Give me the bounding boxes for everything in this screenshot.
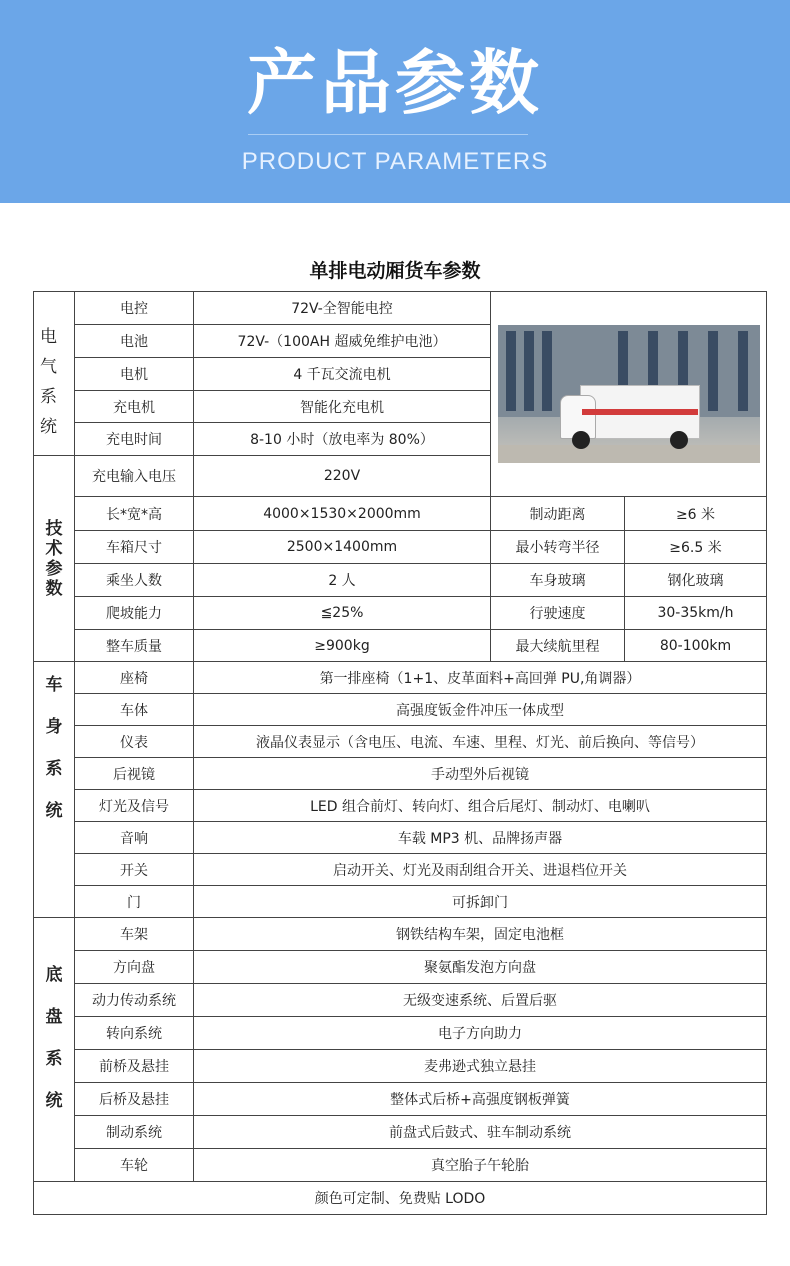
spec-label: 后视镜 [75, 758, 194, 790]
table-row [34, 1182, 767, 1215]
table-row [34, 694, 767, 726]
spec-value: ≥6 米 [625, 497, 767, 531]
spec-label: 车架 [75, 918, 194, 951]
spec-label: 车箱尺寸 [75, 531, 194, 564]
table-row [34, 662, 767, 694]
table-row [34, 951, 767, 984]
spec-label: 车轮 [75, 1149, 194, 1182]
spec-value: 4000×1530×2000mm [194, 497, 491, 531]
spec-value: 真空胎子午轮胎 [194, 1149, 767, 1182]
spec-value: 麦弗逊式独立悬挂 [194, 1050, 767, 1083]
table-row [34, 1083, 767, 1116]
spec-label: 车体 [75, 694, 194, 726]
spec-value: 启动开关、灯光及雨刮组合开关、进退档位开关 [194, 854, 767, 886]
spec-label: 充电输入电压 [75, 456, 194, 497]
table-row [34, 726, 767, 758]
spec-label: 充电时间 [75, 423, 194, 456]
banner-divider [248, 134, 528, 135]
table-row [34, 292, 767, 325]
table-row [34, 597, 767, 630]
spec-value: 30-35km/h [625, 597, 767, 630]
spec-label: 动力传动系统 [75, 984, 194, 1017]
spec-label: 最小转弯半径 [491, 531, 625, 564]
spec-value: 80-100km [625, 630, 767, 662]
spec-label: 方向盘 [75, 951, 194, 984]
spec-label: 行驶速度 [491, 597, 625, 630]
spec-value: 72V-（100AH 超威免维护电池） [194, 325, 491, 358]
spec-value: 电子方向助力 [194, 1017, 767, 1050]
spec-label: 整车质量 [75, 630, 194, 662]
spec-label: 长*宽*高 [75, 497, 194, 531]
spec-value: 手动型外后视镜 [194, 758, 767, 790]
spec-value: ≦25% [194, 597, 491, 630]
table-row [34, 630, 767, 662]
spec-value: 72V-全智能电控 [194, 292, 491, 325]
table-row [34, 886, 767, 918]
category-technical: 技 术 参 数 [34, 456, 75, 662]
header-banner [0, 0, 790, 203]
spec-value: 整体式后桥+高强度钢板弹簧 [194, 1083, 767, 1116]
spec-label: 仪表 [75, 726, 194, 758]
spec-value: 2500×1400mm [194, 531, 491, 564]
spec-value: 前盘式后鼓式、驻车制动系统 [194, 1116, 767, 1149]
spec-value: 钢化玻璃 [625, 564, 767, 597]
spec-label: 灯光及信号 [75, 790, 194, 822]
category-body: 车 身 系 统 [34, 662, 75, 918]
table-title: 单排电动厢货车参数 [309, 260, 481, 282]
spec-table [33, 291, 767, 1215]
spec-label: 乘坐人数 [75, 564, 194, 597]
table-row [34, 1149, 767, 1182]
spec-value: 高强度钣金件冲压一体成型 [194, 694, 767, 726]
spec-label: 电控 [75, 292, 194, 325]
spec-label: 最大续航里程 [491, 630, 625, 662]
spec-value: 液晶仪表显示（含电压、电流、车速、里程、灯光、前后换向、等信号） [194, 726, 767, 758]
table-row [34, 822, 767, 854]
spec-label: 开关 [75, 854, 194, 886]
spec-value: 钢铁结构车架，固定电池框 [194, 918, 767, 951]
spec-label: 电机 [75, 358, 194, 391]
spec-value: 220V [194, 456, 491, 497]
table-row [34, 854, 767, 886]
spec-label: 爬坡能力 [75, 597, 194, 630]
spec-label: 电池 [75, 325, 194, 358]
spec-value: ≥900kg [194, 630, 491, 662]
spec-value: 8-10 小时（放电率为 80%） [194, 423, 491, 456]
spec-label: 转向系统 [75, 1017, 194, 1050]
spec-value: 4 千瓦交流电机 [194, 358, 491, 391]
spec-label: 充电机 [75, 391, 194, 423]
spec-label: 门 [75, 886, 194, 918]
spec-value: 第一排座椅（1+1、皮革面料+高回弹 PU,角调器） [194, 662, 767, 694]
table-row [34, 758, 767, 790]
spec-value: LED 组合前灯、转向灯、组合后尾灯、制动灯、电喇叭 [194, 790, 767, 822]
table-row [34, 497, 767, 531]
spec-label: 后桥及悬挂 [75, 1083, 194, 1116]
spec-value: 车载 MP3 机、品牌扬声器 [194, 822, 767, 854]
product-photo-cell [491, 292, 767, 497]
spec-label: 制动系统 [75, 1116, 194, 1149]
spec-label: 音响 [75, 822, 194, 854]
table-row [34, 918, 767, 951]
category-electrical: 电 气 系 统 [34, 292, 75, 456]
spec-label: 前桥及悬挂 [75, 1050, 194, 1083]
banner-title: 产品参数 [247, 42, 543, 124]
table-row [34, 984, 767, 1017]
category-chassis: 底 盘 系 统 [34, 918, 75, 1182]
table-row [34, 564, 767, 597]
table-row [34, 1116, 767, 1149]
spec-value: 2 人 [194, 564, 491, 597]
table-row [34, 1017, 767, 1050]
table-row [34, 1050, 767, 1083]
spec-label: 车身玻璃 [491, 564, 625, 597]
table-row [34, 790, 767, 822]
spec-label: 制动距离 [491, 497, 625, 531]
spec-value: 无级变速系统、后置后驱 [194, 984, 767, 1017]
spec-value: 聚氨酯发泡方向盘 [194, 951, 767, 984]
spec-label: 座椅 [75, 662, 194, 694]
banner-subtitle: PRODUCT PARAMETERS [241, 148, 549, 175]
product-photo [498, 325, 760, 463]
spec-value: 可拆卸门 [194, 886, 767, 918]
spec-value: ≥6.5 米 [625, 531, 767, 564]
spec-value: 智能化充电机 [194, 391, 491, 423]
footer-note: 颜色可定制、免费贴 LODO [34, 1182, 767, 1215]
table-row [34, 531, 767, 564]
